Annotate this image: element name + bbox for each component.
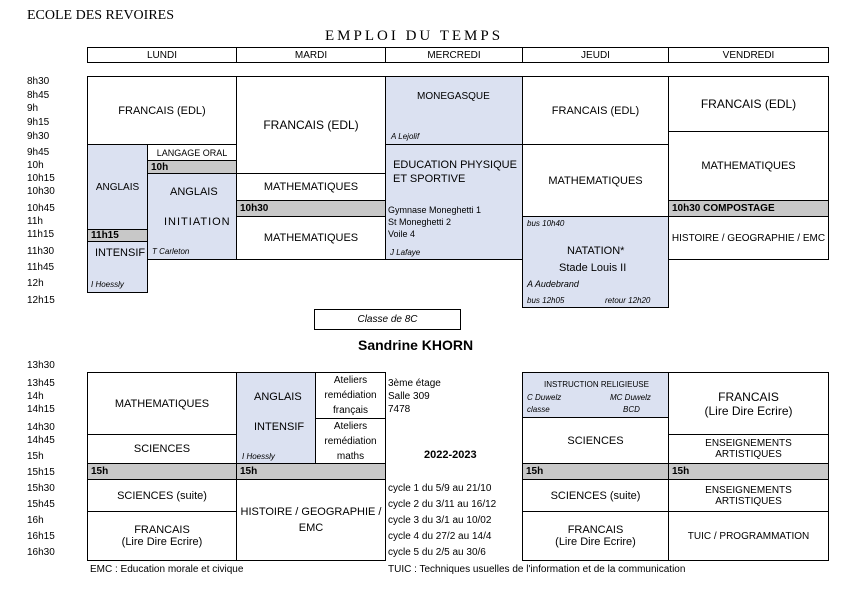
course-label: LANGAGE ORAL	[156, 147, 228, 158]
course-label: MATHEMATIQUES	[263, 181, 359, 193]
course-label: INTENSIF	[95, 247, 146, 259]
course-label: ET SPORTIVE	[393, 173, 466, 185]
time-label: 9h45	[27, 147, 50, 158]
course-label: FRANCAIS	[567, 524, 624, 536]
mardi-mathematiques	[236, 173, 386, 201]
lundi-pm-mathematiques	[87, 372, 237, 435]
mardi-pm-ateliers-maths	[315, 418, 386, 464]
time-label: 16h30	[27, 547, 55, 558]
time-label: 8h45	[27, 90, 50, 101]
time-label: 14h	[27, 391, 44, 402]
lundi-pm-sciences-suite	[87, 479, 237, 512]
vendredi-pm-bar-15h: 15h	[668, 463, 829, 480]
time-label: 14h45	[27, 435, 55, 446]
bus-time: bus 10h40	[527, 219, 565, 228]
course-label: FRANCAIS	[134, 524, 190, 536]
teacher-name: I Hoessly	[91, 280, 124, 289]
vendredi-pm-francais	[668, 372, 829, 435]
course-label: INSTRUCTION RELIGIEUSE	[544, 380, 649, 389]
teacher-name: A Lejolif	[391, 132, 420, 141]
course-label: maths	[336, 450, 365, 462]
jeudi-francais-edl	[522, 76, 669, 145]
time-label: 8h30	[27, 76, 50, 87]
time-label: 10h45	[27, 203, 55, 214]
teacher-full-name: Sandrine KHORN	[358, 337, 474, 353]
course-label: MATHEMATIQUES	[548, 174, 643, 187]
time-label: 15h30	[27, 483, 55, 494]
course-label: Ateliers	[333, 420, 368, 432]
time-label: 15h	[27, 451, 44, 462]
vendredi-histoire-geographie	[668, 216, 829, 260]
mardi-francais-edl	[236, 76, 386, 174]
course-label: (Lire Dire Ecrire)	[121, 536, 203, 548]
course-label: SCIENCES (suite)	[117, 489, 207, 502]
course-label: FRANCAIS (EDL)	[700, 97, 797, 111]
location: classe	[527, 405, 550, 414]
location: Gymnase Moneghetti 1	[388, 205, 482, 215]
teacher-name: J Lafaye	[390, 248, 421, 257]
lundi-bar-11h15: 11h15	[87, 229, 148, 242]
course-label: ENSEIGNEMENTS	[705, 438, 792, 449]
course-label: EMC	[298, 522, 324, 534]
day-header-jeudi: JEUDI	[522, 47, 669, 63]
time-label: 9h30	[27, 131, 50, 142]
course-label: français	[332, 405, 368, 416]
time-label: 11h45	[27, 262, 55, 273]
location: Voile 4	[388, 229, 416, 239]
course-label: FRANCAIS (EDL)	[118, 104, 206, 117]
lundi-anglais-initiation	[147, 173, 237, 260]
bus-time: retour 12h20	[605, 296, 651, 305]
course-label: (Lire Dire Ecrire)	[704, 403, 793, 418]
course-label: NATATION*	[567, 245, 625, 257]
lundi-anglais	[87, 144, 148, 230]
mercredi-monegasque	[385, 76, 523, 145]
course-label: SCIENCES	[133, 443, 191, 455]
teacher-name: MC Duwelz	[610, 393, 651, 402]
time-label: 12h	[27, 278, 44, 289]
course-label: ENSEIGNEMENTS	[705, 484, 792, 496]
mardi-mathematiques-2	[236, 216, 386, 260]
jeudi-pm-instruction-religieuse	[522, 372, 669, 418]
course-label: HISTOIRE / GEOGRAPHIE /	[240, 506, 382, 518]
course-label: SCIENCES (suite)	[550, 489, 641, 502]
teacher-name: C Duwelz	[527, 393, 562, 402]
course-label: ANGLAIS	[254, 391, 302, 403]
day-header-mardi: MARDI	[236, 47, 386, 63]
mardi-pm-bar-15h: 15h	[236, 463, 386, 480]
jeudi-mathematiques	[522, 144, 669, 217]
lundi-francais-edl	[87, 76, 237, 145]
time-label: 15h15	[27, 467, 55, 478]
time-label: 9h15	[27, 117, 50, 128]
jeudi-pm-bar-15h: 15h	[522, 463, 669, 480]
time-label: 14h15	[27, 404, 55, 415]
time-label: 16h15	[27, 531, 55, 542]
course-label: (Lire Dire Ecrire)	[555, 536, 636, 548]
footer-emc-note: EMC : Education morale et civique	[90, 564, 244, 575]
lundi-pm-sciences	[87, 434, 237, 464]
course-label: INTENSIF	[254, 421, 305, 433]
teacher-name: A Audebrand	[527, 279, 579, 289]
vendredi-pm-tuic	[668, 511, 829, 561]
time-label: 11h30	[27, 246, 55, 257]
course-label: SCIENCES	[567, 434, 624, 447]
course-label: remédiation	[324, 390, 377, 401]
teacher-name: I Hoessly	[242, 452, 275, 461]
mardi-pm-histoire-geographie	[236, 479, 386, 561]
lundi-intensif	[87, 241, 148, 293]
course-label: EDUCATION PHYSIQUE	[393, 159, 517, 171]
day-header-mercredi: MERCREDI	[385, 47, 523, 63]
course-label: MATHEMATIQUES	[701, 160, 796, 172]
jeudi-pm-sciences-suite	[522, 479, 669, 512]
course-label: ARTISTIQUES	[715, 449, 782, 460]
page-title: EMPLOI DU TEMPS	[325, 28, 504, 44]
time-label: 12h15	[27, 295, 55, 306]
room-number: Salle 309	[388, 391, 430, 402]
mercredi-education-physique	[385, 144, 523, 260]
room-floor: 3ème étage	[388, 378, 441, 389]
vendredi-pm-enseignements-artistiques	[668, 434, 829, 464]
course-label: ANGLAIS	[170, 186, 218, 198]
lundi-pm-francais	[87, 511, 237, 561]
class-box	[314, 309, 461, 330]
course-label: ARTISTIQUES	[715, 495, 782, 507]
course-label: HISTOIRE / GEOGRAPHIE / EMC	[671, 232, 826, 244]
course-label: MONEGASQUE	[417, 91, 490, 102]
course-label: MATHEMATIQUES	[263, 232, 359, 244]
lundi-pm-bar-15h: 15h	[87, 463, 237, 480]
time-label: 15h45	[27, 499, 55, 510]
location: BCD	[623, 405, 640, 414]
jeudi-pm-sciences	[522, 417, 669, 464]
jeudi-pm-francais	[522, 511, 669, 561]
time-label: 16h	[27, 515, 44, 526]
vendredi-francais-edl	[668, 76, 829, 132]
time-label: 11h	[27, 216, 43, 227]
time-label: 14h30	[27, 422, 55, 433]
location: St Moneghetti 2	[388, 217, 452, 227]
course-label: MATHEMATIQUES	[114, 397, 210, 410]
course-label: INITIATION	[164, 216, 231, 228]
cycle-dates: cycle 4 du 27/2 au 14/4	[388, 531, 492, 542]
course-label: remédiation	[324, 435, 377, 447]
lundi-bar-10h: 10h	[147, 160, 237, 174]
school-year: 2022-2023	[424, 449, 477, 461]
time-label: 9h	[27, 103, 39, 114]
time-label: 13h45	[27, 378, 55, 389]
location: Stade Louis II	[559, 262, 627, 274]
door-code: 7478	[388, 404, 411, 415]
cycle-dates: cycle 3 du 3/1 au 10/02	[388, 515, 492, 526]
day-header-lundi: LUNDI	[87, 47, 237, 63]
jeudi-natation	[522, 216, 669, 308]
school-name: ECOLE DES REVOIRES	[27, 8, 174, 23]
class-label: Classe de 8C	[357, 314, 418, 325]
time-label: 10h	[27, 160, 44, 171]
course-label: ANGLAIS	[95, 181, 140, 193]
vendredi-mathematiques	[668, 131, 829, 201]
vendredi-pm-enseignements-artistiques-2	[668, 479, 829, 512]
teacher-name: T Carleton	[152, 247, 190, 256]
footer-tuic-note: TUIC : Techniques usuelles de l'information et de la communication	[388, 564, 686, 575]
time-label: 10h30	[27, 186, 55, 197]
time-label: 11h15	[27, 229, 55, 240]
cycle-dates: cycle 5 du 2/5 au 30/6	[388, 547, 486, 558]
cycle-dates: cycle 2 du 3/11 au 16/12	[388, 499, 497, 510]
vendredi-bar-compostage: 10h30 COMPOSTAGE	[668, 200, 829, 217]
course-label: FRANCAIS	[718, 389, 779, 404]
day-header-vendredi: VENDREDI	[668, 47, 829, 63]
course-label: Ateliers	[333, 375, 368, 386]
cycle-dates: cycle 1 du 5/9 au 21/10	[388, 483, 492, 494]
time-label: 10h15	[27, 173, 55, 184]
lundi-langage-oral	[147, 144, 237, 161]
course-label: FRANCAIS (EDL)	[551, 104, 640, 117]
mardi-pm-ateliers-francais	[315, 372, 386, 419]
time-label: 13h30	[27, 360, 55, 371]
course-label: FRANCAIS (EDL)	[263, 118, 359, 132]
course-label: TUIC / PROGRAMMATION	[687, 530, 810, 542]
mardi-pm-anglais-intensif	[236, 372, 316, 464]
bus-time: bus 12h05	[527, 296, 565, 305]
mardi-bar-10h30: 10h30	[236, 200, 386, 217]
